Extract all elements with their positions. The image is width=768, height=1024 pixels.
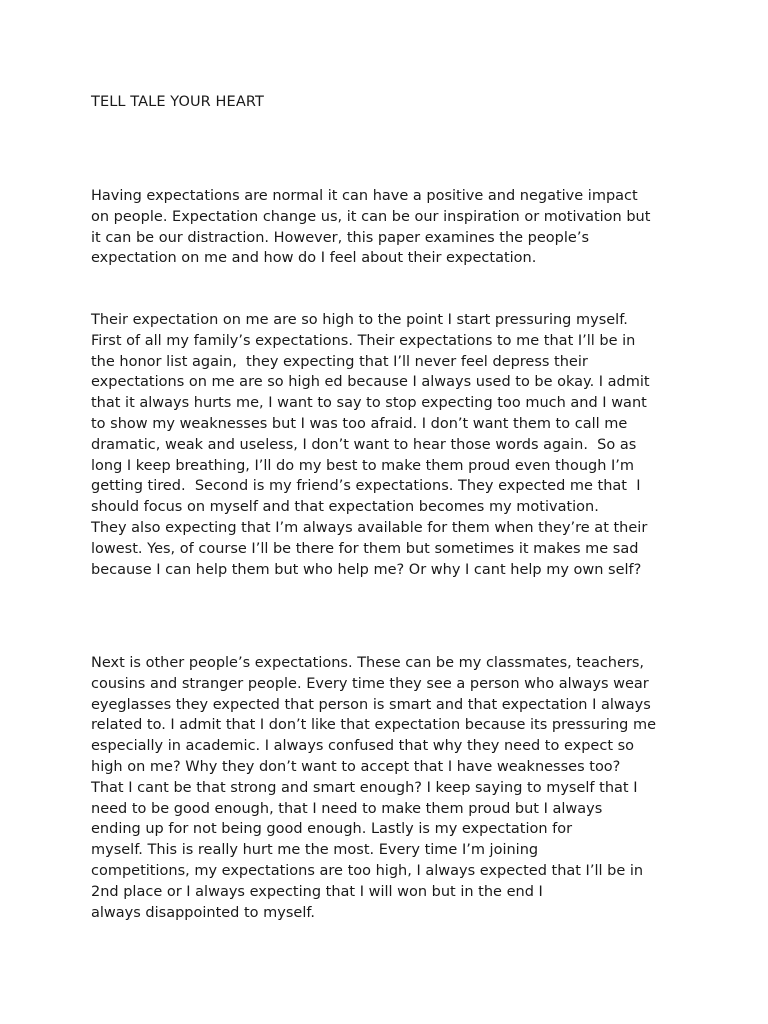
paragraph-line: 2nd place or I always expecting that I will won but in the end I: [91, 883, 543, 900]
paragraph-line: ending up for not being good enough. Lastly is my expectation for: [91, 821, 573, 838]
paragraph-line: eyeglasses they expected that person is smart and that expectation I always: [91, 696, 651, 713]
paragraph-line: lowest. Yes, of course I’ll be there for them but sometimes it makes me sad: [91, 540, 639, 557]
paragraph-3: [91, 653, 691, 923]
paragraph-line: high on me? Why they don’t want to accept that I have weaknesses too?: [91, 758, 621, 775]
paragraph-line: that it always hurts me, I want to say to stop expecting too much and I want: [91, 395, 647, 412]
paragraph-line: especially in academic. I always confused that why they need to expect so: [91, 738, 635, 755]
paragraph-line: the honor list again, they expecting that I’ll never feel depress their: [91, 353, 588, 370]
paragraph-line: long I keep breathing, I’ll do my best to make them proud even though I’m: [91, 457, 635, 474]
paragraph-line: Next is other people’s expectations. These can be my classmates, teachers,: [91, 655, 645, 671]
paragraph-line: on people. Expectation change us, it can be our inspiration or motivation but: [91, 208, 651, 225]
paragraph-line: getting tired. Second is my friend’s expectations. They expected me that I: [91, 478, 641, 495]
paragraph-line: need to be good enough, that I need to make them proud but I always: [91, 800, 603, 817]
paragraph-line: it can be our distraction. However, this paper examines the people’s: [91, 229, 589, 246]
paragraph-line: myself. This is really hurt me the most. Every time I’m joining: [91, 842, 539, 859]
paragraph-line: Having expectations are normal it can have a positive and negative impact: [91, 188, 638, 204]
paragraph-line: always disappointed to myself.: [91, 904, 316, 921]
paragraph-line: cousins and stranger people. Every time they see a person who always wear: [91, 675, 649, 692]
paragraph-1: [91, 186, 691, 269]
paragraph-line: That I cant be that strong and smart enough? I keep saying to myself that I: [91, 779, 638, 796]
paragraph-line: expectation on me and how do I feel about their expectation.: [91, 250, 537, 267]
paragraph-line: to show my weaknesses but I was too afraid. I don’t want them to call me: [91, 415, 628, 432]
paragraph-line: They also expecting that I’m always available for them when they’re at their: [91, 519, 648, 536]
paragraph-line: should focus on myself and that expectation becomes my motivation.: [91, 499, 599, 516]
paragraph-line: expectations on me are so high ed because I always used to be okay. I admit: [91, 374, 650, 391]
document-title: TELL TALE YOUR HEART: [91, 94, 264, 110]
paragraph-2: [91, 310, 691, 580]
paragraph-line: competitions, my expectations are too high, I always expected that I’ll be in: [91, 862, 644, 879]
paragraph-line: because I can help them but who help me? Or why I cant help my own self?: [91, 561, 642, 578]
paragraph-line: Their expectation on me are so high to the point I start pressuring myself.: [91, 312, 628, 328]
paragraph-line: First of all my family’s expectations. Their expectations to me that I’ll be in: [91, 332, 636, 349]
paragraph-line: dramatic, weak and useless, I don’t want to hear those words again. So as: [91, 436, 637, 453]
paragraph-line: related to. I admit that I don’t like that expectation because its pressuring me: [91, 717, 657, 734]
